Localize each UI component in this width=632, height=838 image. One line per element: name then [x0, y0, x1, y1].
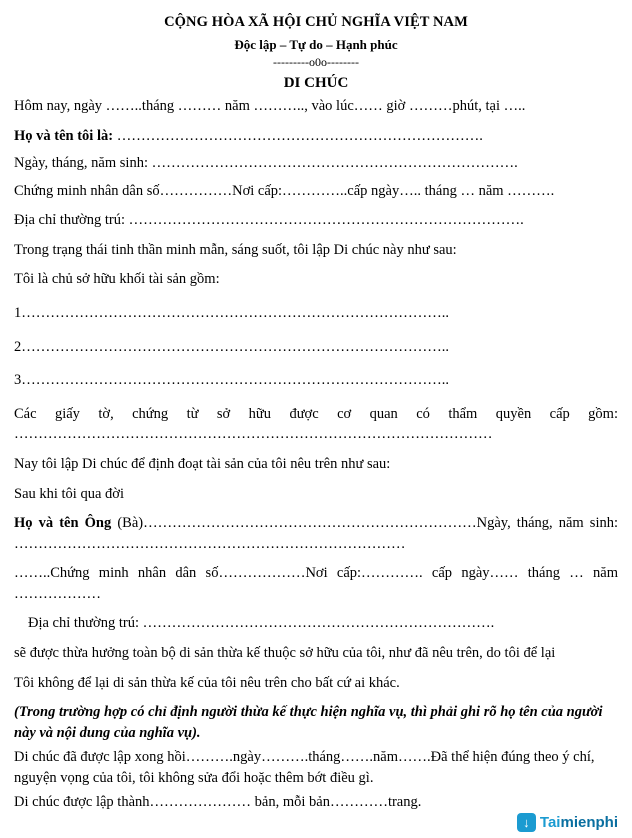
completion-line: Di chúc đã được lập xong hồi……….ngày……….tháng…….năm…….Đã thể hiện đúng theo ý chí, nguyện vọng của tôi, tôi không sửa đổi hoặc thêm bớt điều gì.: [14, 749, 595, 786]
heir-name-dots: (Bà)……………………………………………………………Ngày, tháng, năm sinh: ………………………………………………………………………: [14, 515, 619, 552]
heir-address-line: Địa chỉ thường trú: ……………………………………………………………….: [28, 615, 495, 632]
asset-item-1: 1……………………………………………………………………………..: [14, 305, 449, 322]
asset-item-2: 2……………………………………………………………………………..: [14, 338, 449, 355]
no-other-heir-line: Tôi không để lại di sản thừa kế của tôi nêu trên cho bất cứ ai khác.: [14, 674, 400, 691]
national-motto: Độc lập – Tự do – Hạnh phúc: [234, 37, 398, 52]
heir-name-line: [14, 513, 618, 554]
obligation-note-text: (Trong trường hợp có chỉ định người thừa kế thực hiện nghĩa vụ, thì phải ghi rõ họ tên của người này và nội dung của nghĩa vụ).: [14, 704, 603, 741]
watermark-text: [540, 814, 618, 831]
disposition-line: Nay tôi lập Di chúc để định đoạt tài sản của tôi nêu trên như sau:: [14, 455, 391, 472]
obligation-note: [14, 702, 618, 743]
opening-line: Hôm nay, ngày ……..tháng ……… năm ……….., vào lúc…… giờ ………phút, tại …..: [14, 98, 526, 114]
mental-state-line: Trong trạng thái tinh thần minh mẫn, sáng suốt, tôi lập Di chúc này như sau:: [14, 241, 457, 258]
nation-title: CỘNG HÒA XÃ HỘI CHỦ NGHĨA VIỆT NAM: [164, 14, 468, 30]
watermark-prefix: T: [539, 814, 548, 831]
copies-line: Di chúc được lập thành………………… bản, mỗi bản…………trang.: [14, 794, 422, 811]
full-name-line: [14, 126, 618, 147]
asset-item-3: 3……………………………………………………………………………..: [14, 372, 449, 389]
full-name-label: Họ và tên tôi là:: [14, 127, 114, 144]
heir-id-line: ……..Chứng minh nhân dân số………………Nơi cấp:…………. cấp ngày…… tháng … năm ………………: [14, 565, 618, 602]
address-line: Địa chỉ thường trú: ……………………………………………………………………….: [14, 212, 524, 229]
download-icon: ↓: [517, 813, 536, 832]
after-death-line: Sau khi tôi qua đời: [14, 485, 124, 502]
inheritance-line: sẽ được thừa hưởng toàn bộ di sản thừa kế thuộc sở hữu của tôi, như đã nêu trên, do tôi để lại: [14, 644, 556, 661]
full-name-dots: ………………………………………………………………….: [113, 127, 483, 144]
motto-divider: ---------o0o--------: [273, 55, 359, 69]
watermark-dark: mienphi: [560, 814, 618, 831]
document-title: DI CHÚC: [283, 75, 349, 91]
dob-line: Ngày, tháng, năm sinh: ………………………………………………………………….: [14, 155, 518, 172]
heir-name-label: Họ và tên Ông: [14, 515, 112, 532]
watermark-light: ai: [547, 814, 561, 831]
watermark: [517, 813, 618, 832]
asset-owner-line: Tôi là chủ sở hữu khối tài sản gồm:: [14, 271, 220, 288]
ownership-papers-line: Các giấy tờ, chứng từ sở hữu được cơ quan có thẩm quyền cấp gồm: ………………………………………………………………………………………: [14, 405, 618, 443]
id-card-line: Chứng minh nhân dân số……………Nơi cấp:…………..cấp ngày….. tháng … năm ……….: [14, 182, 555, 199]
